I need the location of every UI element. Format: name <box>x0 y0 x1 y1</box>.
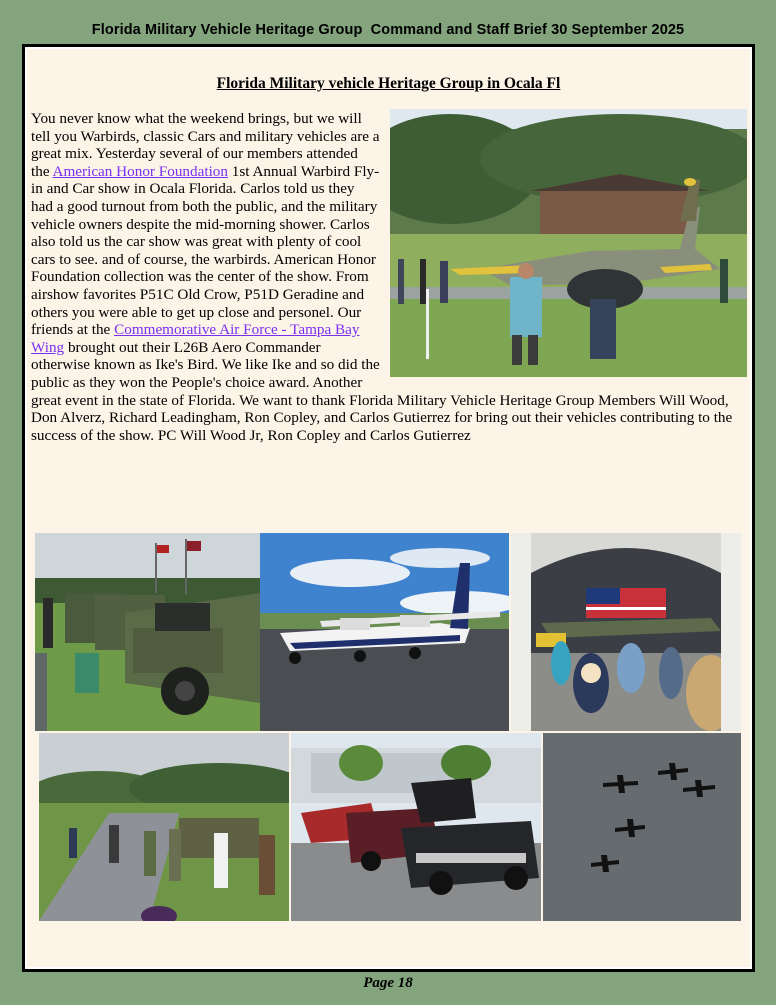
photo-jet-aircraft <box>390 109 747 377</box>
page-content <box>27 49 750 967</box>
commemorative-air-force-link[interactable]: Commemorative Air Force - Tampa Bay Wing <box>31 321 360 356</box>
photo-aero-commander <box>260 533 509 731</box>
page-frame <box>22 44 755 972</box>
article-text-3: brought out their L26B Aero Commander otherwise known as Ike's Bird. We like Ike and so did the public as they won the People's choice award. Another great event in the state of Florida. We want to thank Florida Military Vehicle Heritage Group Members Will Wood, Don Alverz, Richard Leadingham, Ron Copley, and Carlos Gutierrez for bring out their vehicles contributing to the success of the show. PC Will Wood Jr, Ron Copley and Carlos Gutierrez <box>31 338 733 444</box>
american-honor-foundation-link[interactable]: American Honor Foundation <box>52 162 228 180</box>
photo-crowd-vehicles <box>39 733 289 921</box>
article-body <box>31 110 751 444</box>
article-text-1: You never know what the weekend brings, but we will tell you Warbirds, classic Cars and military vehicles are a great mix. Yesterday several of our members attended the <box>31 110 380 180</box>
photo-classic-cars <box>291 733 541 921</box>
article-title: Florida Military vehicle Heritage Group in Ocala Fl <box>216 75 561 92</box>
photo-warbird-flyover <box>543 733 741 921</box>
page-header: Florida Military Vehicle Heritage Group Command and Staff Brief 30 September 2025 <box>91 22 685 38</box>
photo-hangar-interior <box>511 533 741 731</box>
page-number: Page 18 <box>363 975 413 991</box>
article-text-2: 1st Annual Warbird Fly-in and Car show in Ocala Florida. Carlos told us they had a good turnout from both the public, and the military vehicle owners despite the mid-morning shower. Carlos also told us the car show was great with plenty of cool cars to see. and of course, the warbirds. American Honor Foundation collection was the center of the show. From airshow favorites P51C Old Crow, P51D Geradine and others you were able to get up close and personel. Our friends at the <box>31 162 380 339</box>
photo-humvees <box>35 533 260 731</box>
